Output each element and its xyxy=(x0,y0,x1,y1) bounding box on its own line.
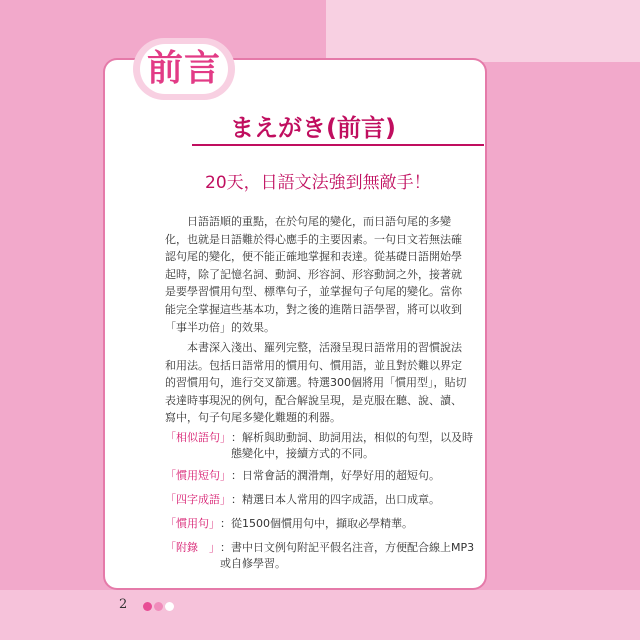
header-light-band xyxy=(326,0,640,62)
feature-desc: ：從1500個慣用句中，擷取必學精華。 xyxy=(220,517,413,530)
title-divider xyxy=(192,144,484,146)
feature-item xyxy=(165,516,475,532)
feature-desc: ：日常會話的潤滑劑，好學好用的超短句。 xyxy=(231,469,440,482)
feature-item xyxy=(165,492,475,508)
dot-icon xyxy=(154,602,163,611)
feature-desc: ：精選日本人常用的四字成語，出口成章。 xyxy=(231,493,440,506)
feature-desc: ：解析與助動詞、助詞用法，相似的句型，以及時態變化中，接續方式的不同。 xyxy=(231,431,473,460)
page-title: まえがき(前言) xyxy=(230,114,396,142)
page-number: 2 xyxy=(119,597,128,612)
dot-icon xyxy=(165,602,174,611)
feature-label: 「慣用句」 xyxy=(165,517,220,530)
dot-icon xyxy=(143,602,152,611)
feature-desc: ：書中日文例句附記平假名注音，方便配合線上MP3或自修學習。 xyxy=(220,541,475,570)
feature-label: 「四字成語」 xyxy=(165,493,231,506)
feature-item xyxy=(165,430,475,462)
feature-item xyxy=(165,468,475,484)
feature-label: 「相似語句」 xyxy=(165,431,231,444)
feature-item xyxy=(165,540,475,572)
paragraph-1: 日語語順的重點，在於句尾的變化，而日語句尾的多變化，也就是日語難於得心應手的主要因素。一句日文若無法確認句尾的變化，便不能正確地掌握和表達。從基礎日語開始學起時，除了記憶名詞、動詞、形容詞、形容動詞之外，接著就是要學習慣用句型、標準句子，並掌握句子句尾的變化。當你能完全掌握這些基本功，對之後的進階日語學習，將可以收到「事半功倍」的效果。 xyxy=(165,215,462,334)
paragraph-2: 本書深入淺出、羅列完整，活潑呈現日語常用的習慣說法和用法。包括日語常用的慣用句、慣用語，並且對於難以界定的習慣用句，進行交叉篩選。特選300個將用「慣用型」，貼切表達時事現況的例句，配合解說呈現，是克服在聽、說、讀、寫中，句子句尾多變化難題的利器。 xyxy=(165,341,467,425)
page-subtitle: 20天，日語文法強到無敵手！ xyxy=(205,173,431,193)
badge-title: 前言 xyxy=(146,48,221,89)
feature-label: 「附錄 」 xyxy=(165,541,220,554)
footer-band xyxy=(0,590,640,640)
feature-label: 「慣用短句」 xyxy=(165,469,231,482)
